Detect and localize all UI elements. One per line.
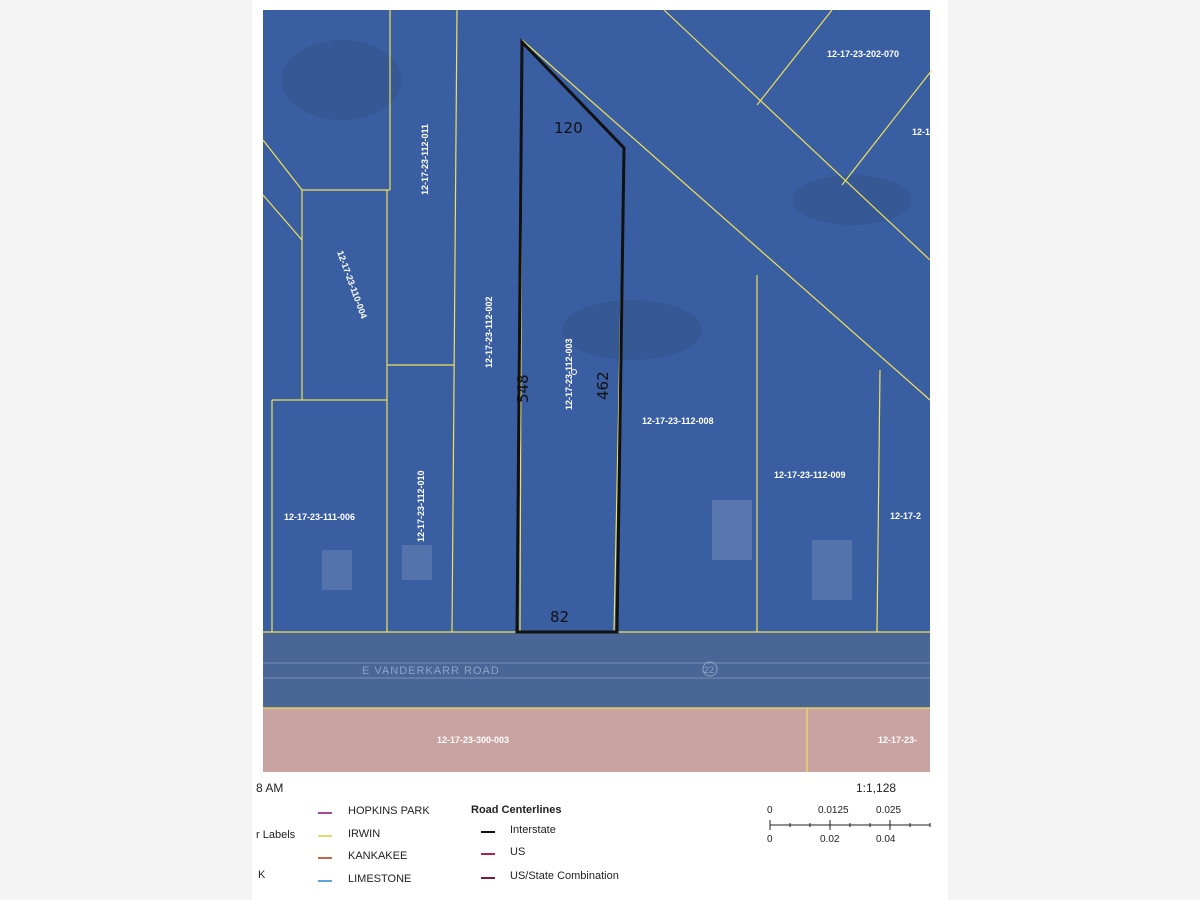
route-marker-label: 22 <box>704 665 715 675</box>
parcel-label: 12-17-23-111-006 <box>284 512 356 522</box>
scale-tick-bottom: 0.04 <box>876 834 896 845</box>
legend-label: HOPKINS PARK <box>348 805 430 817</box>
building <box>402 545 432 580</box>
building <box>322 550 352 590</box>
legend-title: Road Centerlines <box>471 804 562 816</box>
scale-tick-top: 0.025 <box>876 805 902 816</box>
legend-label: LIMESTONE <box>348 873 412 885</box>
parcel-label: 12-17-23-112-003 <box>564 338 574 410</box>
legend-partial-label: K <box>258 869 266 881</box>
legend-swatch <box>481 831 495 833</box>
legend-label: KANKAKEE <box>348 850 408 862</box>
parcel-label: 12-17-2 <box>890 511 922 521</box>
legend-swatch <box>481 853 495 855</box>
legend-swatch <box>318 880 332 882</box>
parcel-label: 12-1 <box>912 127 931 137</box>
legend-label: Interstate <box>510 824 556 836</box>
legend-swatch <box>318 812 332 814</box>
scale-tick-bottom: 0.02 <box>820 834 840 845</box>
scale-bar <box>762 800 948 850</box>
parcel-label: 12-17-23- <box>878 735 918 745</box>
print-time: 8 AM <box>256 781 284 795</box>
parcel-label: 12-17-23-202-070 <box>827 49 900 59</box>
parcel-label: 12-17-23-112-002 <box>484 296 494 368</box>
parcel-label: 12-17-23-112-010 <box>416 470 426 542</box>
map-scale: 1:1,128 <box>856 781 897 795</box>
parcel-label: 12-17-23-300-003 <box>437 735 510 745</box>
legend-label: IRWIN <box>348 828 381 840</box>
legend-partial-label: r Labels <box>256 829 296 841</box>
tree-canopy <box>562 300 702 360</box>
dimension-bottom: 82 <box>550 608 570 626</box>
parcel-label: 12-17-23-110-004 <box>335 249 369 320</box>
dimension-left: 548 <box>514 374 532 403</box>
legend-swatch <box>481 877 495 879</box>
dimension-right: 462 <box>594 371 612 400</box>
legend-swatch <box>318 835 332 837</box>
parcel-label: 12-17-23-112-011 <box>420 123 430 195</box>
scale-tick-bottom: 0 <box>767 834 773 845</box>
scale-tick-top: 0 <box>767 805 773 816</box>
scale-tick-top: 0.0125 <box>818 805 849 816</box>
building <box>812 540 852 600</box>
tree-canopy <box>282 40 402 120</box>
parcel-label: 12-17-23-112-009 <box>774 470 846 480</box>
legend-label: US/State Combination <box>510 870 619 882</box>
parcel-label: 12-17-23-112-008 <box>642 416 714 426</box>
building <box>712 500 752 560</box>
aerial-imagery-pink <box>263 708 930 772</box>
legend-label: US <box>510 846 526 858</box>
tree-canopy <box>792 175 912 225</box>
map-page <box>252 0 948 900</box>
legend-swatch <box>318 857 332 859</box>
dimension-top: 120 <box>554 119 583 137</box>
parcel-map <box>252 0 948 800</box>
road-label: E VANDERKARR ROAD <box>362 665 500 677</box>
